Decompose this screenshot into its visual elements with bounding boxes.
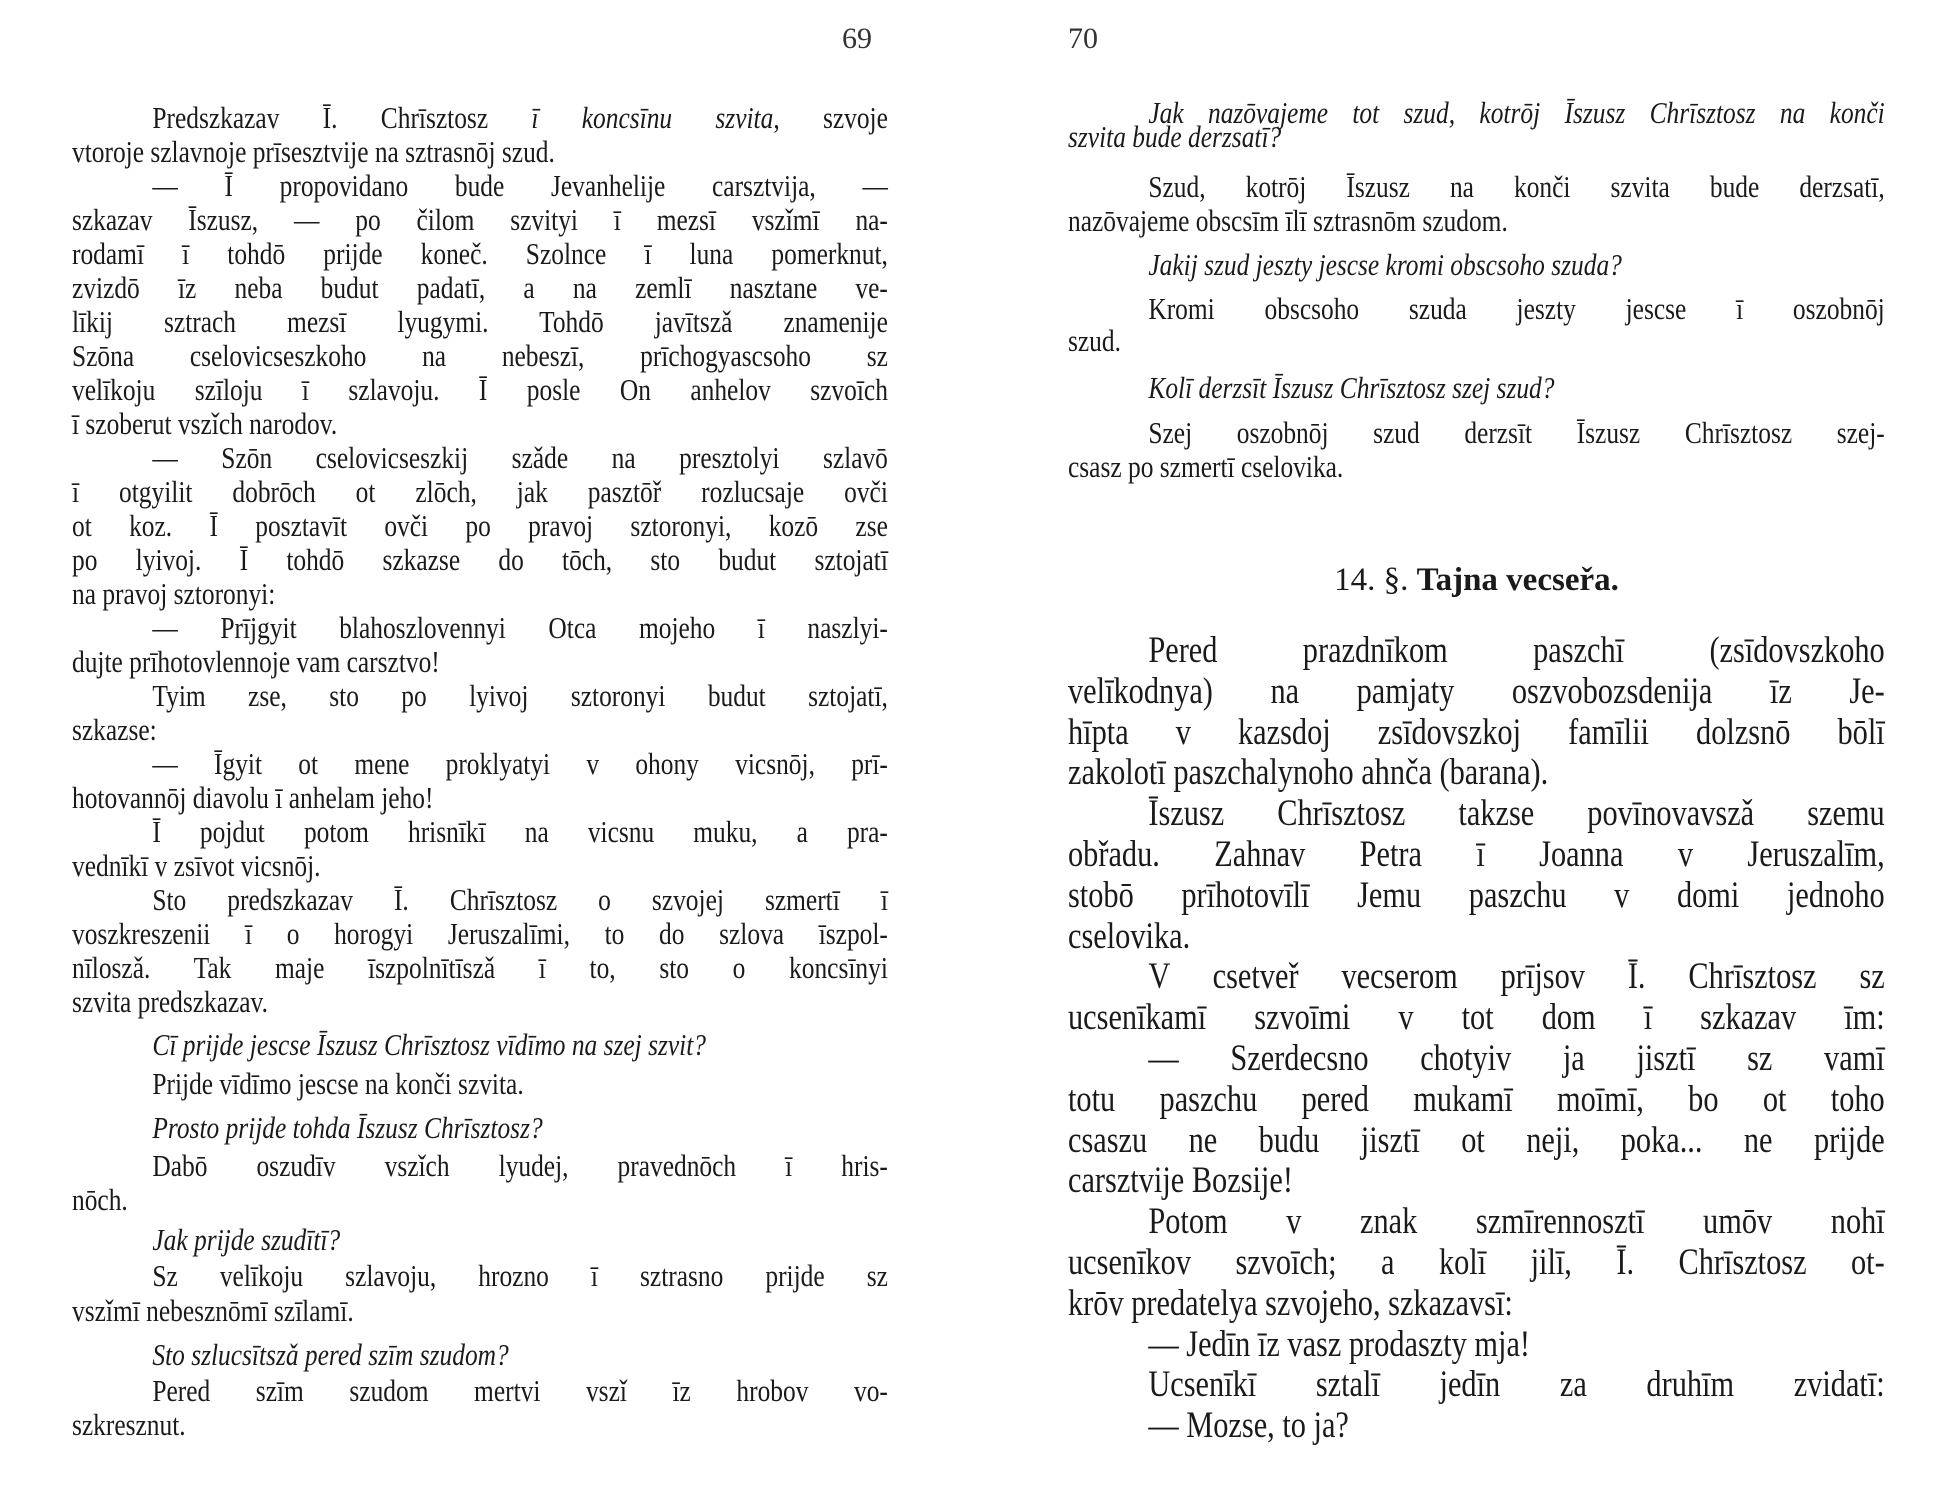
text-line: Jak nazōvajeme tot szud, kotrōj Īszusz Chrīsztosz na konči: [1148, 95, 1885, 130]
text-line: velīkoju szīloju ī szlavoju. Ī posle On anhelov szvoīch: [72, 372, 888, 407]
text-line: Sto predszkazav Ī. Chrīsztosz o szvojej szmertī ī: [152, 882, 888, 917]
text-line: hīpta v kazsdoj zsīdovszkoj famīlii dolzsnō bōlī: [1068, 711, 1885, 753]
text-line: Ucsenīkī sztalī jedīn za druhīm zvidatī:: [1148, 1364, 1885, 1406]
text-line: Szej oszobnōj szud derzsīt Īszusz Chrīsztosz szej-: [1148, 415, 1885, 450]
text-line: [72, 101, 888, 135]
text-line: stobō prīhotovīlī Jemu paszchu v domi jednoho: [1068, 874, 1885, 916]
text-line: — Prījgyit blahoszlovennyi Otca mojeho ī naszlyi-: [152, 610, 888, 645]
text-line: szkresznut.: [72, 1407, 186, 1442]
text-line: szvita bude derzsatī?: [1068, 119, 1282, 154]
text-line: krōv predatelya szvojeho, szkazavsī:: [1068, 1282, 1513, 1324]
text-line: Szōna cselovicseszkoho na nebeszī, prīchogyascsoho sz: [72, 338, 888, 373]
right-page: [972, 0, 1944, 1500]
text-line: szkazav Īszusz, — po čilom szvityi ī mezsī vszǐmī na-: [72, 202, 888, 237]
text-line: na pravoj sztoronyi:: [72, 576, 276, 611]
text-line: ucsenīkov szvoīch; a kolī jilī, Ī. Chrīsztosz ot-: [1068, 1242, 1885, 1283]
text-line: — Jedīn īz vasz prodaszty mja!: [1148, 1323, 1531, 1365]
text-line: csaszu ne budu jisztī ot neji, poka... ne prijde: [1068, 1119, 1885, 1161]
text-line: carsztvije Bozsije!: [1068, 1160, 1293, 1202]
text-line: velīkodnya) na pamjaty oszvobozsdenija īz Je-: [1068, 670, 1885, 712]
text-line: obřadu. Zahnav Petra ī Joanna v Jeruszalīm,: [1068, 834, 1885, 875]
text-line: Prosto prijde tohda Īszusz Chrīsztosz?: [152, 1110, 543, 1145]
text-line: ot koz. Ī posztavīt ovči po pravoj sztoronyi, kozō zse: [72, 508, 888, 543]
text-line: — Mozse, to ja?: [1148, 1405, 1349, 1447]
text-line: Ī pojdut potom hrisnīkī na vicsnu muku, a pra-: [152, 814, 888, 849]
text-segment: Predszkazav Ī. Chrīsztosz: [152, 100, 532, 135]
text-line: Prijde vīdīmo jescse na konči szvita.: [152, 1066, 524, 1101]
text-line: cselovika.: [1068, 915, 1191, 957]
text-line: nīloszǎ. Tak maje īszpolnītīszǎ ī to, sto o koncsīnyi: [72, 950, 888, 985]
text-line: Pered szīm szudom mertvi vszǐ īz hrobov vo-: [152, 1373, 888, 1408]
text-line: totu paszchu pered mukamī moīmī, bo ot toho: [1068, 1078, 1885, 1120]
text-line: Sto szlucsītszǎ pered szīm szudom?: [152, 1337, 509, 1372]
text-line: ī szoberut vszǐch narodov.: [72, 406, 338, 441]
text-line: Pered prazdnīkom paszchī (zsīdovszkoho: [1148, 630, 1885, 671]
text-line: Tyim zse, sto po lyivoj sztoronyi budut sztojatī,: [152, 678, 888, 713]
italic-phrase: ī koncsīnu szvita: [531, 100, 774, 135]
text-line: szkazse:: [72, 712, 157, 747]
text-line: Īszusz Chrīsztosz takzse povīnovavszǎ szemu: [1148, 793, 1885, 835]
page-number: 69: [842, 22, 872, 55]
text-line: szud.: [1068, 323, 1121, 358]
page-number: 70: [1068, 22, 1098, 55]
section-heading: [1068, 562, 1885, 599]
text-line: — Szōn cselovicseszkij szǎde na presztolyi szlavō: [152, 440, 888, 475]
text-line: nazōvajeme obscsīm īlī sztrasnōm szudom.: [1068, 203, 1508, 238]
text-line: Cī prijde jescse Īszusz Chrīsztosz vīdīmo na szej szvit?: [152, 1027, 706, 1062]
text-line: voszkreszenii ī o horogyi Jeruszalīmi, to do szlova īszpol-: [72, 916, 888, 951]
text-line: zakolotī paszchalynoho ahnča (barana).: [1068, 752, 1549, 794]
text-line: ī otgyilit dobrōch ot zlōch, jak pasztōř rozlucsaje ovči: [72, 474, 888, 509]
text-line: — Īgyit ot mene proklyatyi v ohony vicsnōj, prī-: [152, 746, 888, 781]
text-line: rodamī ī tohdō prijde koneč. Szolnce ī luna pomerknut,: [72, 236, 888, 271]
text-line: vtoroje szlavnoje prīsesztvije na sztrasnōj szud.: [72, 134, 555, 169]
text-line: Jak prijde szudītī?: [152, 1222, 341, 1257]
text-line: Sz velīkoju szlavoju, hrozno ī sztrasno prijde sz: [152, 1258, 888, 1293]
text-line: Kolī derzsīt Īszusz Chrīsztosz szej szud?: [1148, 370, 1555, 405]
text-line: dujte prīhotovlennoje vam carsztvo!: [72, 644, 440, 679]
text-line: līkij sztrach mezsī lyugymi. Tohdō javītszǎ znamenije: [72, 304, 888, 339]
text-line: Kromi obscsoho szuda jeszty jescse ī oszobnōj: [1148, 291, 1885, 326]
text-line: — Ī propovidano bude Jevanhelije carsztvija, —: [152, 168, 888, 203]
text-line: V csetveř vecserom prījsov Ī. Chrīsztosz sz: [1148, 956, 1885, 998]
text-line: csasz po szmertī cselovika.: [1068, 449, 1344, 484]
section-title: Tajna vecseřa.: [1416, 562, 1619, 598]
text-segment: , szvoje: [773, 100, 888, 135]
text-line: vednīkī v zsīvot vicsnōj.: [72, 848, 321, 883]
text-line: hotovannōj diavolu ī anhelam jeho!: [72, 780, 434, 815]
text-line: Szud, kotrōj Īszusz na konči szvita bude derzsatī,: [1148, 169, 1885, 204]
section-number: 14. §.: [1334, 562, 1409, 598]
text-line: vszǐmī nebesznōmī szīlamī.: [72, 1293, 354, 1328]
text-line: — Szerdecsno chotyiv ja jisztī sz vamī: [1148, 1038, 1885, 1079]
text-line: zvizdō īz neba budut padatī, a na zemlī nasztane ve-: [72, 270, 888, 305]
text-line: Dabō oszudīv vszǐch lyudej, pravednōch ī hris-: [152, 1148, 888, 1183]
text-line: Potom v znak szmīrennosztī umōv nohī: [1148, 1201, 1885, 1243]
text-line: nōch.: [72, 1182, 128, 1217]
text-line: Jakij szud jeszty jescse kromi obscsoho szuda?: [1148, 247, 1622, 282]
text-line: ucsenīkamī szvoīmi v tot dom ī szkazav īm:: [1068, 997, 1885, 1039]
text-line: szvita predszkazav.: [72, 984, 268, 1019]
text-line: po lyivoj. Ī tohdō szkazse do tōch, sto budut sztojatī: [72, 542, 888, 577]
